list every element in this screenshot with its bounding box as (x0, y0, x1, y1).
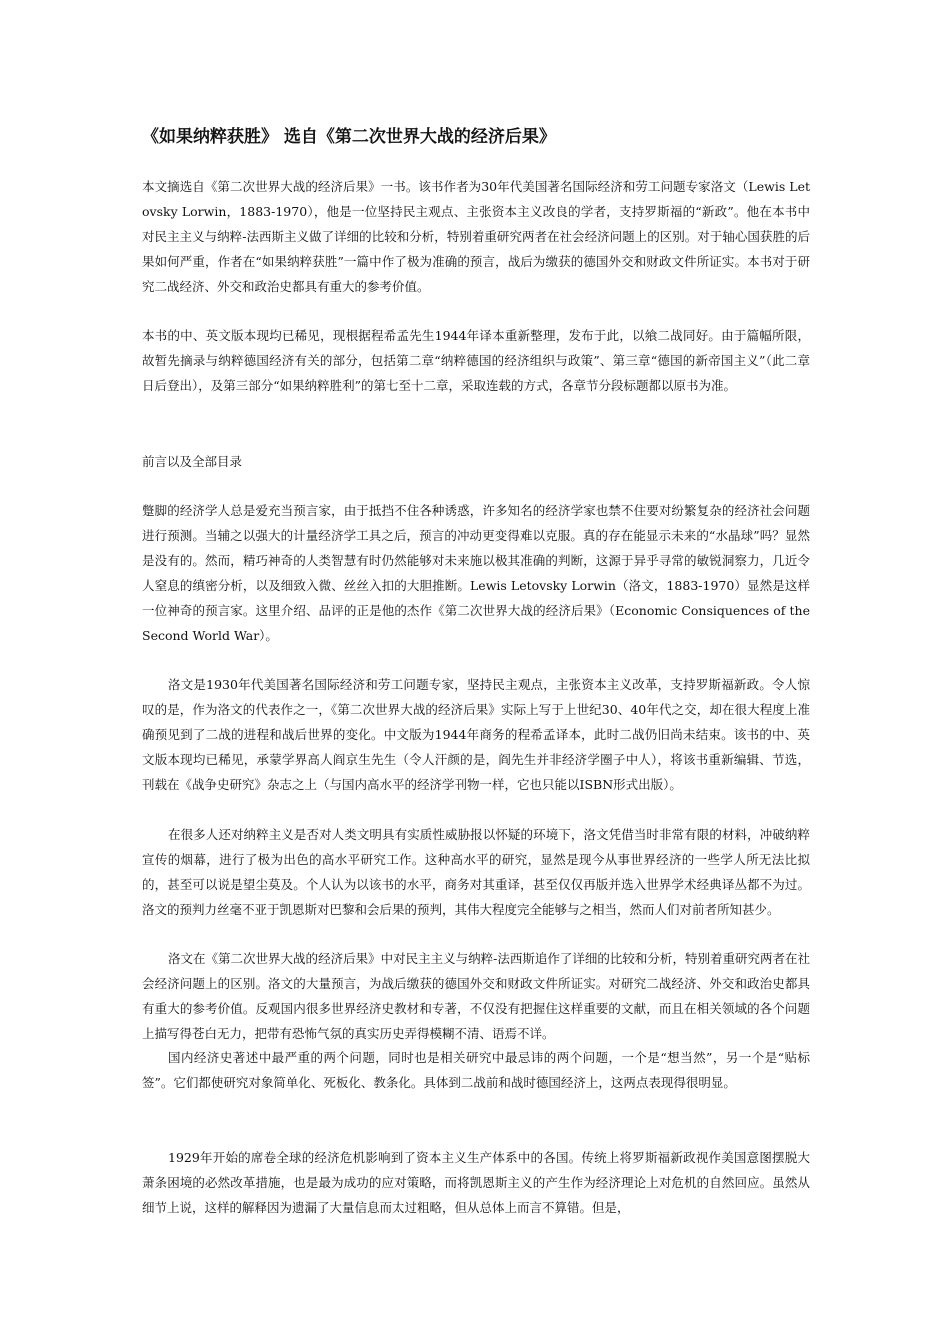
preface-paragraph: 蹩脚的经济学人总是爱充当预言家，由于抵挡不住各种诱惑，许多知名的经济学家也禁不住要对纷繁复杂的经济社会问题进行预测。当辅之以强大的计量经济学工具之后，预言的冲动更变得难以克服。真的存在能显示未来的“水晶球”吗？显然是没有的。然而，精巧神奇的人类智慧有时仍然能够对未来施以极其准确的判断，这源于异乎寻常的敏锐洞察力，几近令人窒息的缜密分析，以及细致入微、丝丝入扣的大胆推断。Lewis Letovsky Lorwin（洛文，1883-1970）显然是这样一位神奇的预言家。这里介绍、品评的正是他的杰作《第二次世界大战的经济后果》（Economic Consiquences of the Second World War）。 (142, 503, 810, 643)
closing-paragraph: 1929年开始的席卷全球的经济危机影响到了资本主义生产体系中的各国。传统上将罗斯福新政视作美国意图摆脱大萧条困境的必然改革措施，也是最为成功的应对策略，而将凯恩斯主义的产生作为经济理论上对危机的自然回应。虽然从细节上说，这样的解释因为遗漏了大量信息而太过粗略，但从总体上而言不算错。但是， (142, 1150, 810, 1215)
section-heading: 前言以及全部目录 (142, 454, 243, 469)
body-paragraph-2: 在很多人还对纳粹主义是否对人类文明具有实质性威胁报以怀疑的环境下，洛文凭借当时非常有限的材料，冲破纳粹宣传的烟幕，进行了极为出色的高水平研究工作。这种高水平的研究，显然是现今从事世界经济的一些学人所无法比拟的，甚至可以说是望尘莫及。个人认为以该书的水平，商务对其重译，甚至仅仅再版并选入世界学术经典译丛都不为过。洛文的预判力丝毫不亚于凯恩斯对巴黎和会后果的预判，其伟大程度完全能够与之相当，然而人们对前者所知甚少。 (142, 827, 810, 917)
body-paragraph-4: 国内经济史著述中最严重的两个问题，同时也是相关研究中最忌讳的两个问题，一个是“想当然”，另一个是“贴标签”。它们都使研究对象简单化、死板化、教条化。具体到二战前和战时德国经济上，这两点表现得很明显。 (142, 1050, 810, 1090)
document-title: 《如果纳粹获胜》 选自《第二次世界大战的经济后果》 (142, 127, 556, 147)
intro-paragraph-2: 本书的中、英文版本现均已稀见，现根据程希孟先生1944年译本重新整理，发布于此，以飨二战同好。由于篇幅所限，故暂先摘录与纳粹德国经济有关的部分，包括第二章“纳粹德国的经济组织与政策”、第三章“德国的新帝国主义”（此二章日后登出），及第三部分“如果纳粹胜利”的第七至十二章，采取连载的方式，各章节分段标题都以原书为准。 (142, 328, 810, 393)
body-paragraph-3: 洛文在《第二次世界大战的经济后果》中对民主主义与纳粹-法西斯追作了详细的比较和分析，特别着重研究两者在社会经济问题上的区别。洛文的大量预言，为战后缴获的德国外交和财政文件所证实。对研究二战经济、外交和政治史都具有重大的参考价值。反观国内很多世界经济史教材和专著，不仅没有把握住这样重要的文献，而且在相关领域的各个问题上描写得苍白无力，把带有恐怖气氛的真实历史弄得模糊不清、语焉不详。 (142, 951, 810, 1041)
intro-paragraph-1: 本文摘选自《第二次世界大战的经济后果》一书。该书作者为30年代美国著名国际经济和劳工问题专家洛文（Lewis Letovsky Lorwin，1883-1970），他是一位坚持民主观点、主张资本主义改良的学者，支持罗斯福的“新政”。他在本书中对民主主义与纳粹-法西斯主义做了详细的比较和分析，特别着重研究两者在社会经济问题上的区别。对于轴心国获胜的后果如何严重，作者在“如果纳粹获胜”一篇中作了极为准确的预言，战后为缴获的德国外交和财政文件所证实。本书对于研究二战经济、外交和政治史都具有重大的参考价值。 (142, 179, 810, 294)
body-paragraph-1: 洛文是1930年代美国著名国际经济和劳工问题专家，坚持民主观点，主张资本主义改革，支持罗斯福新政。令人惊叹的是，作为洛文的代表作之一，《第二次世界大战的经济后果》实际上写于上世纪30、40年代之交，却在很大程度上准确预见到了二战的进程和战后世界的变化。中文版为1944年商务的程希孟译本，此时二战仍旧尚未结束。该书的中、英文版本现均已稀见，承蒙学界高人阎京生先生（令人汗颜的是，阎先生并非经济学圈子中人），将该书重新编辑、节选，刊载在《战争史研究》杂志之上（与国内高水平的经济学刊物一样，它也只能以ISBN形式出版）。 (142, 677, 810, 792)
